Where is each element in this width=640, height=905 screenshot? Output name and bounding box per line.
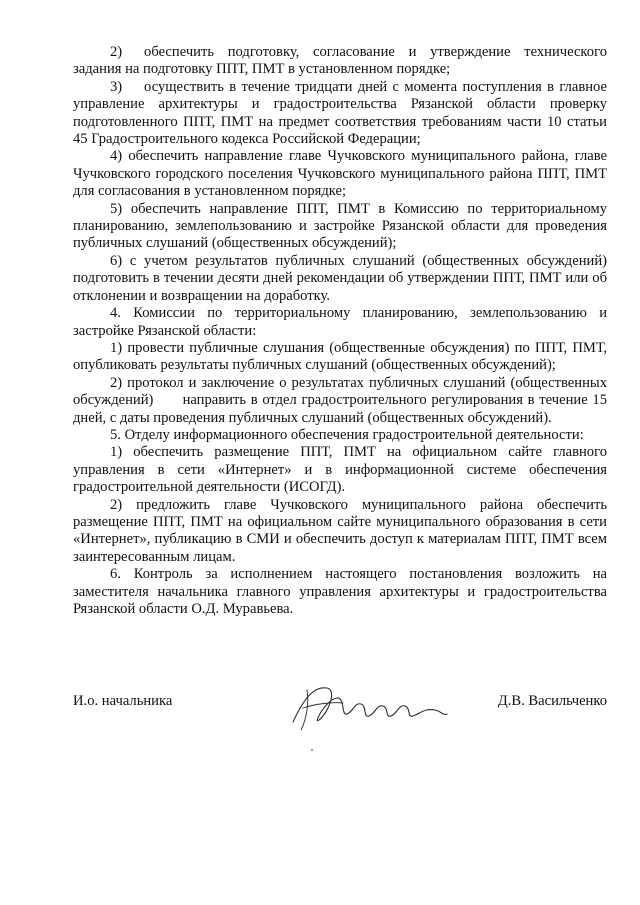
paragraph-item-4: 4) обеспечить направление главе Чучковского муниципального района, главе Чучковского городского поселения Чучковского муниципального района ППТ, ПМТ для согласования в установленном порядке; (73, 148, 607, 200)
paragraph-section-4: 4. Комиссии по территориальному планированию, землепользованию и застройке Рязанской области: (73, 305, 607, 339)
paragraph-section-4-item-2: 2) протокол и заключение о результатах публичных слушаний (общественных обсуждений) направить в отдел градостроительного регулирования в течение 15 дней, с даты проведения публичных слушаний (общественных обсуждений). (73, 374, 607, 426)
signatory-position: И.о. начальника (73, 693, 173, 709)
paragraph-item-2: 2) обеспечить подготовку, согласование и утверждение технического задания на подготовку ППТ, ПМТ в установленном порядке; (73, 44, 607, 78)
paragraph-section-5-item-1: 1) обеспечить размещение ППТ, ПМТ на официальном сайте главного управления в сети «Интернет» и в информационной системе обеспечения градостроительной деятельности (ИСОГД). (73, 444, 607, 496)
handwritten-signature (285, 678, 455, 738)
paragraph-section-6: 6. Контроль за исполнением настоящего постановления возложить на заместителя начальника главного управления архитектуры и градостроительства Рязанской области О.Д. Муравьева. (73, 566, 607, 617)
document-body (73, 44, 607, 618)
signatory-name: Д.В. Васильченко (497, 693, 607, 709)
stray-mark (310, 748, 314, 752)
paragraph-section-5-item-2: 2) предложить главе Чучковского муниципального района обеспечить размещение ППТ, ПМТ на официальном сайте муниципального образования в сети «Интернет», публикацию в СМИ и обеспечить доступ к материалам ППТ, ПМТ всем заинтересованным лицам. (73, 496, 607, 565)
signature-block (73, 690, 607, 750)
paragraph-item-3: 3) осуществить в течение тридцати дней с момента поступления в главное управление архитектуры и градостроительства Рязанской области проверку подготовленного ППТ, ПМТ на предмет соответствия требованиям части 10 статьи 45 Градостроительного кодекса Российской Федерации; (73, 78, 607, 148)
paragraph-item-6: 6) с учетом результатов публичных слушаний (общественных обсуждений) подготовить в течении десяти дней рекомендации об утверждении ППТ, ПМТ или об отклонении и возвращении на доработку. (73, 252, 607, 304)
paragraph-section-4-item-1: 1) провести публичные слушания (общественные обсуждения) по ППТ, ПМТ, опубликовать результаты публичных слушаний (общественных обсуждений); (73, 339, 607, 374)
paragraph-item-5: 5) обеспечить направление ППТ, ПМТ в Комиссию по территориальному планированию, землепользованию и застройке Рязанской области для проведения публичных слушаний (общественных обсуждений); (73, 200, 607, 252)
paragraph-section-5: 5. Отделу информационного обеспечения градостроительной деятельности: (110, 426, 584, 443)
